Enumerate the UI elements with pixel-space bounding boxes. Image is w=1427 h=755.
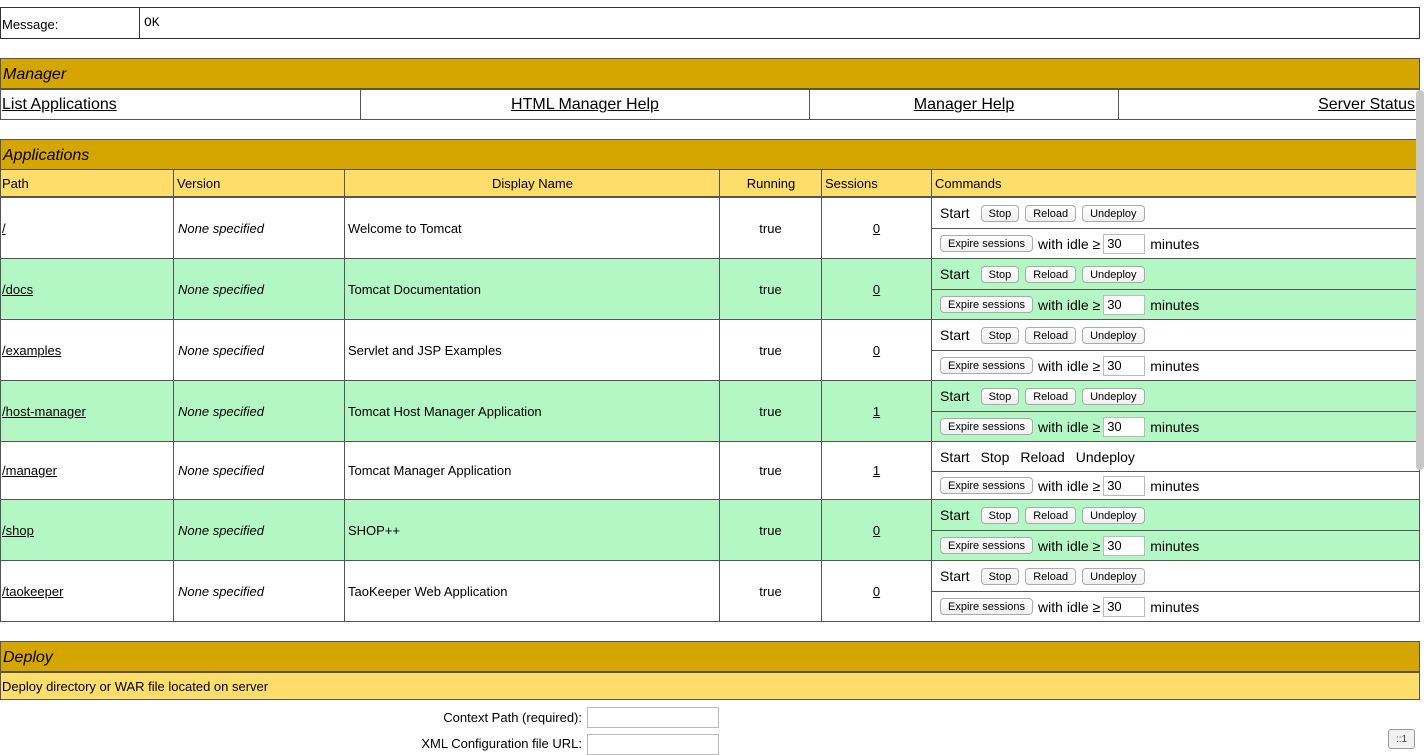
app-commands-bottom xyxy=(931,530,1420,561)
expire-sessions-button[interactable]: Expire sessions xyxy=(940,235,1033,252)
app-version: None specified xyxy=(173,441,345,500)
app-commands-top xyxy=(931,197,1420,229)
expire-sessions-button[interactable]: Expire sessions xyxy=(940,477,1033,494)
table-row-path-cell xyxy=(0,560,174,622)
app-running: true xyxy=(719,441,822,500)
app-running: true xyxy=(719,197,822,259)
with-idle-label: with idle ≥ xyxy=(1038,537,1101,554)
app-commands-bottom xyxy=(931,411,1420,442)
manager-link-cell xyxy=(360,89,810,120)
app-commands-bottom xyxy=(931,289,1420,320)
undeploy-button[interactable]: Undeploy xyxy=(1082,327,1144,344)
app-version: None specified xyxy=(173,380,345,442)
app-path-link[interactable]: /examples xyxy=(2,342,62,358)
idle-minutes-input[interactable] xyxy=(1103,536,1145,556)
start-label: Start xyxy=(940,205,970,221)
stop-button[interactable]: Stop xyxy=(981,568,1020,585)
app-path-link[interactable]: /docs xyxy=(2,281,34,297)
vertical-scrollbar[interactable] xyxy=(1416,90,1424,470)
start-label: Start xyxy=(940,568,970,584)
table-row-sessions-cell xyxy=(821,197,932,259)
start-label: Start xyxy=(940,266,970,282)
app-commands-top xyxy=(931,560,1420,592)
app-running: true xyxy=(719,380,822,442)
expire-sessions-button[interactable]: Expire sessions xyxy=(940,357,1033,374)
xml-config-input[interactable] xyxy=(587,734,719,755)
stop-label: Stop xyxy=(980,448,1010,465)
app-commands-bottom xyxy=(931,228,1420,259)
reload-button[interactable]: Reload xyxy=(1025,568,1076,585)
minutes-label: minutes xyxy=(1150,357,1200,374)
column-header-version: Version xyxy=(173,169,345,197)
app-version: None specified xyxy=(173,197,345,259)
table-row-sessions-cell xyxy=(821,441,932,500)
app-display-name: SHOP++ xyxy=(344,499,720,561)
with-idle-label: with idle ≥ xyxy=(1038,598,1101,615)
with-idle-label: with idle ≥ xyxy=(1038,477,1101,494)
app-running: true xyxy=(719,499,822,561)
idle-minutes-input[interactable] xyxy=(1103,295,1145,315)
start-label: Start xyxy=(940,507,970,523)
reload-button[interactable]: Reload xyxy=(1025,507,1076,524)
manager-section-header: Manager xyxy=(0,58,1420,89)
app-commands-top xyxy=(931,258,1420,290)
expire-sessions-button[interactable]: Expire sessions xyxy=(940,598,1033,615)
app-display-name: Tomcat Documentation xyxy=(344,258,720,320)
app-sessions-link[interactable]: 1 xyxy=(872,403,881,419)
table-row-path-cell xyxy=(0,441,174,500)
expire-sessions-button[interactable]: Expire sessions xyxy=(940,537,1033,554)
table-row-sessions-cell xyxy=(821,258,932,320)
app-running: true xyxy=(719,560,822,622)
app-sessions-link[interactable]: 0 xyxy=(872,522,881,538)
minutes-label: minutes xyxy=(1150,598,1200,615)
app-path-link[interactable]: /manager xyxy=(2,463,57,478)
stop-button[interactable]: Stop xyxy=(981,205,1020,222)
idle-minutes-input[interactable] xyxy=(1103,356,1145,376)
undeploy-button[interactable]: Undeploy xyxy=(1082,388,1144,405)
minutes-label: minutes xyxy=(1150,235,1200,252)
reload-button[interactable]: Reload xyxy=(1025,266,1076,283)
message-label: Message: xyxy=(0,7,140,39)
idle-minutes-input[interactable] xyxy=(1103,417,1145,437)
stop-button[interactable]: Stop xyxy=(981,507,1020,524)
context-path-input[interactable] xyxy=(587,707,719,728)
idle-minutes-input[interactable] xyxy=(1103,597,1145,617)
idle-minutes-input[interactable] xyxy=(1103,234,1145,254)
html-manager-help-link[interactable]: HTML Manager Help xyxy=(511,96,659,113)
app-commands-bottom xyxy=(931,591,1420,622)
table-row-path-cell xyxy=(0,380,174,442)
reload-button[interactable]: Reload xyxy=(1025,327,1076,344)
table-row-sessions-cell xyxy=(821,380,932,442)
stop-button[interactable]: Stop xyxy=(981,327,1020,344)
app-path-link[interactable]: / xyxy=(2,220,6,236)
xml-config-label: XML Configuration file URL: xyxy=(421,736,582,751)
table-row-path-cell xyxy=(0,197,174,259)
list-applications-link[interactable]: List Applications xyxy=(2,96,117,113)
app-display-name: Servlet and JSP Examples xyxy=(344,319,720,381)
reload-button[interactable]: Reload xyxy=(1025,388,1076,405)
undeploy-label: Undeploy xyxy=(1075,448,1135,465)
manager-help-link[interactable]: Manager Help xyxy=(913,96,1015,113)
stop-button[interactable]: Stop xyxy=(981,388,1020,405)
expire-sessions-button[interactable]: Expire sessions xyxy=(940,296,1033,313)
app-display-name: Tomcat Host Manager Application xyxy=(344,380,720,442)
expire-sessions-button[interactable]: Expire sessions xyxy=(940,418,1033,435)
with-idle-label: with idle ≥ xyxy=(1038,418,1101,435)
app-path-link[interactable]: /host-manager xyxy=(2,403,86,419)
app-commands-bottom xyxy=(931,471,1420,500)
with-idle-label: with idle ≥ xyxy=(1038,296,1101,313)
reload-label: Reload xyxy=(1020,448,1065,465)
app-commands-top xyxy=(931,441,1420,472)
with-idle-label: with idle ≥ xyxy=(1038,235,1101,252)
app-display-name: Tomcat Manager Application xyxy=(344,441,720,500)
column-header-path: Path xyxy=(0,169,174,197)
manager-link-cell xyxy=(1118,89,1420,120)
app-version: None specified xyxy=(173,560,345,622)
app-sessions-link[interactable]: 0 xyxy=(872,281,881,297)
minutes-label: minutes xyxy=(1150,418,1200,435)
message-value: OK xyxy=(139,7,1420,39)
app-display-name: Welcome to Tomcat xyxy=(344,197,720,259)
idle-minutes-input[interactable] xyxy=(1103,476,1145,496)
minutes-label: minutes xyxy=(1150,296,1200,313)
deploy-subtitle: Deploy directory or WAR file located on server xyxy=(0,672,1420,700)
app-display-name: TaoKeeper Web Application xyxy=(344,560,720,622)
app-commands-bottom xyxy=(931,350,1420,381)
start-label: Start xyxy=(940,448,970,465)
app-commands-top xyxy=(931,499,1420,531)
undeploy-button[interactable]: Undeploy xyxy=(1082,266,1144,283)
app-sessions-link[interactable]: 0 xyxy=(872,583,881,599)
with-idle-label: with idle ≥ xyxy=(1038,357,1101,374)
applications-section-header: Applications xyxy=(0,139,1420,170)
reload-button[interactable]: Reload xyxy=(1025,205,1076,222)
column-header-sessions: Sessions xyxy=(821,169,932,197)
deploy-section-header: Deploy xyxy=(0,641,1420,672)
context-path-label: Context Path (required): xyxy=(443,710,582,725)
start-label: Start xyxy=(940,327,970,343)
table-row-path-cell xyxy=(0,319,174,381)
table-row-path-cell xyxy=(0,499,174,561)
app-running: true xyxy=(719,319,822,381)
manager-link-cell xyxy=(0,89,361,120)
resize-handle-icon[interactable]: ::1 xyxy=(1388,729,1415,749)
app-path-link[interactable]: /taokeeper xyxy=(2,583,64,599)
app-sessions-link[interactable]: 0 xyxy=(872,220,881,236)
app-commands-top xyxy=(931,380,1420,412)
undeploy-button[interactable]: Undeploy xyxy=(1082,568,1144,585)
table-row-sessions-cell xyxy=(821,560,932,622)
app-running: true xyxy=(719,258,822,320)
app-version: None specified xyxy=(173,499,345,561)
app-commands-top xyxy=(931,319,1420,351)
column-header-running: Running xyxy=(719,169,822,197)
start-label: Start xyxy=(940,388,970,404)
minutes-label: minutes xyxy=(1150,477,1200,494)
server-status-link[interactable]: Server Status xyxy=(1318,96,1415,113)
app-sessions-link[interactable]: 0 xyxy=(872,342,881,358)
app-sessions-link[interactable]: 1 xyxy=(872,463,881,478)
app-path-link[interactable]: /shop xyxy=(2,522,34,538)
table-row-sessions-cell xyxy=(821,499,932,561)
table-row-path-cell xyxy=(0,258,174,320)
minutes-label: minutes xyxy=(1150,537,1200,554)
manager-link-cell xyxy=(809,89,1119,120)
stop-button[interactable]: Stop xyxy=(981,266,1020,283)
undeploy-button[interactable]: Undeploy xyxy=(1082,205,1144,222)
app-version: None specified xyxy=(173,319,345,381)
undeploy-button[interactable]: Undeploy xyxy=(1082,507,1144,524)
app-version: None specified xyxy=(173,258,345,320)
column-header-display-name: Display Name xyxy=(344,169,720,197)
table-row-sessions-cell xyxy=(821,319,932,381)
column-header-commands: Commands xyxy=(931,169,1420,197)
